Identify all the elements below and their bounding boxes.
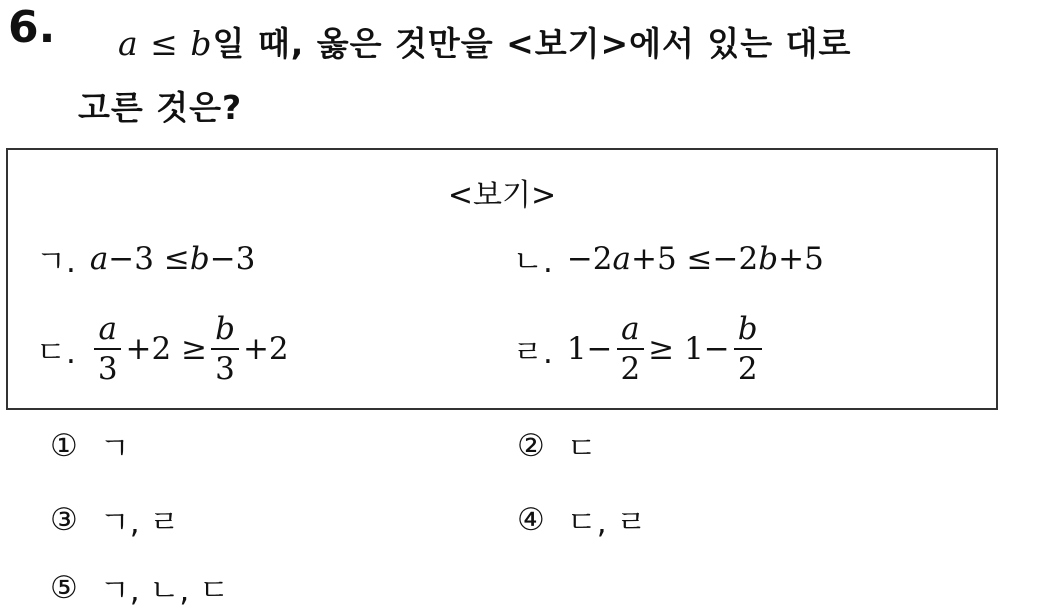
answer-choice-4[interactable]	[517, 497, 646, 542]
expr-part: −3	[209, 240, 256, 277]
item-label: ㄴ.	[513, 244, 553, 280]
item-label: ㄱ.	[36, 244, 76, 280]
example-item-digeut	[36, 312, 289, 386]
expr-part: ≥ 1−	[648, 331, 730, 368]
choice-text: ㄷ	[566, 431, 597, 467]
answer-choice-1[interactable]	[50, 423, 130, 468]
denominator: 3	[215, 351, 235, 388]
var-b: b	[189, 240, 210, 277]
example-item-giyeok	[36, 236, 255, 281]
denominator: 2	[620, 351, 641, 388]
example-item-rieul	[513, 312, 766, 386]
choice-marker: ①	[50, 427, 78, 464]
example-box	[6, 148, 998, 410]
choice-marker: ②	[517, 427, 545, 464]
expr-part: −3 ≤	[108, 240, 190, 277]
fraction	[734, 312, 762, 386]
item-expression	[567, 241, 824, 277]
expr-part: −2	[566, 240, 613, 277]
item-expression	[90, 241, 256, 277]
choice-marker: ⑤	[50, 569, 78, 606]
choice-text: ㄱ, ㄹ	[99, 505, 180, 541]
item-label: ㄹ.	[513, 334, 553, 371]
fraction	[617, 312, 645, 386]
numerator: a	[94, 312, 120, 350]
question-stem-line2: 고른 것은?	[78, 88, 243, 127]
var-b: b	[758, 240, 779, 277]
var-a: a	[612, 240, 631, 277]
stem-text: 일 때, 옳은 것만을 <보기>에서 있는 대로	[212, 24, 852, 63]
expr-part: 1−	[566, 331, 613, 368]
denominator: 2	[737, 351, 758, 388]
item-expression	[567, 312, 766, 386]
choice-text: ㄱ, ㄴ, ㄷ	[99, 573, 230, 609]
var-a: a	[118, 24, 139, 63]
numerator: b	[734, 312, 762, 350]
expr-part: +2	[242, 331, 289, 368]
fraction	[94, 312, 122, 386]
numerator: b	[211, 312, 239, 350]
example-box-title: <보기>	[447, 178, 557, 213]
var-b: b	[190, 24, 213, 63]
answer-choice-5[interactable]	[50, 565, 229, 610]
question-stem-line1	[118, 18, 851, 65]
expr-part: +5	[778, 240, 824, 277]
le-sign: ≤	[138, 24, 191, 63]
expr-part: +5 ≤−2	[631, 240, 759, 277]
denominator: 3	[97, 351, 118, 388]
question-number: 6.	[8, 2, 56, 53]
choice-text: ㄷ, ㄹ	[566, 505, 647, 541]
answer-choice-2[interactable]	[517, 423, 597, 468]
choice-marker: ③	[50, 501, 78, 538]
example-item-nieun	[513, 236, 824, 281]
item-label: ㄷ.	[36, 334, 76, 371]
answer-choice-3[interactable]	[50, 497, 179, 542]
var-a: a	[89, 240, 109, 277]
fraction	[211, 312, 239, 386]
choice-marker: ④	[517, 501, 545, 538]
item-expression	[90, 312, 289, 386]
expr-part: +2 ≥	[125, 331, 208, 368]
condition-math	[118, 24, 212, 63]
numerator: a	[617, 312, 643, 350]
choice-text: ㄱ	[99, 431, 130, 467]
